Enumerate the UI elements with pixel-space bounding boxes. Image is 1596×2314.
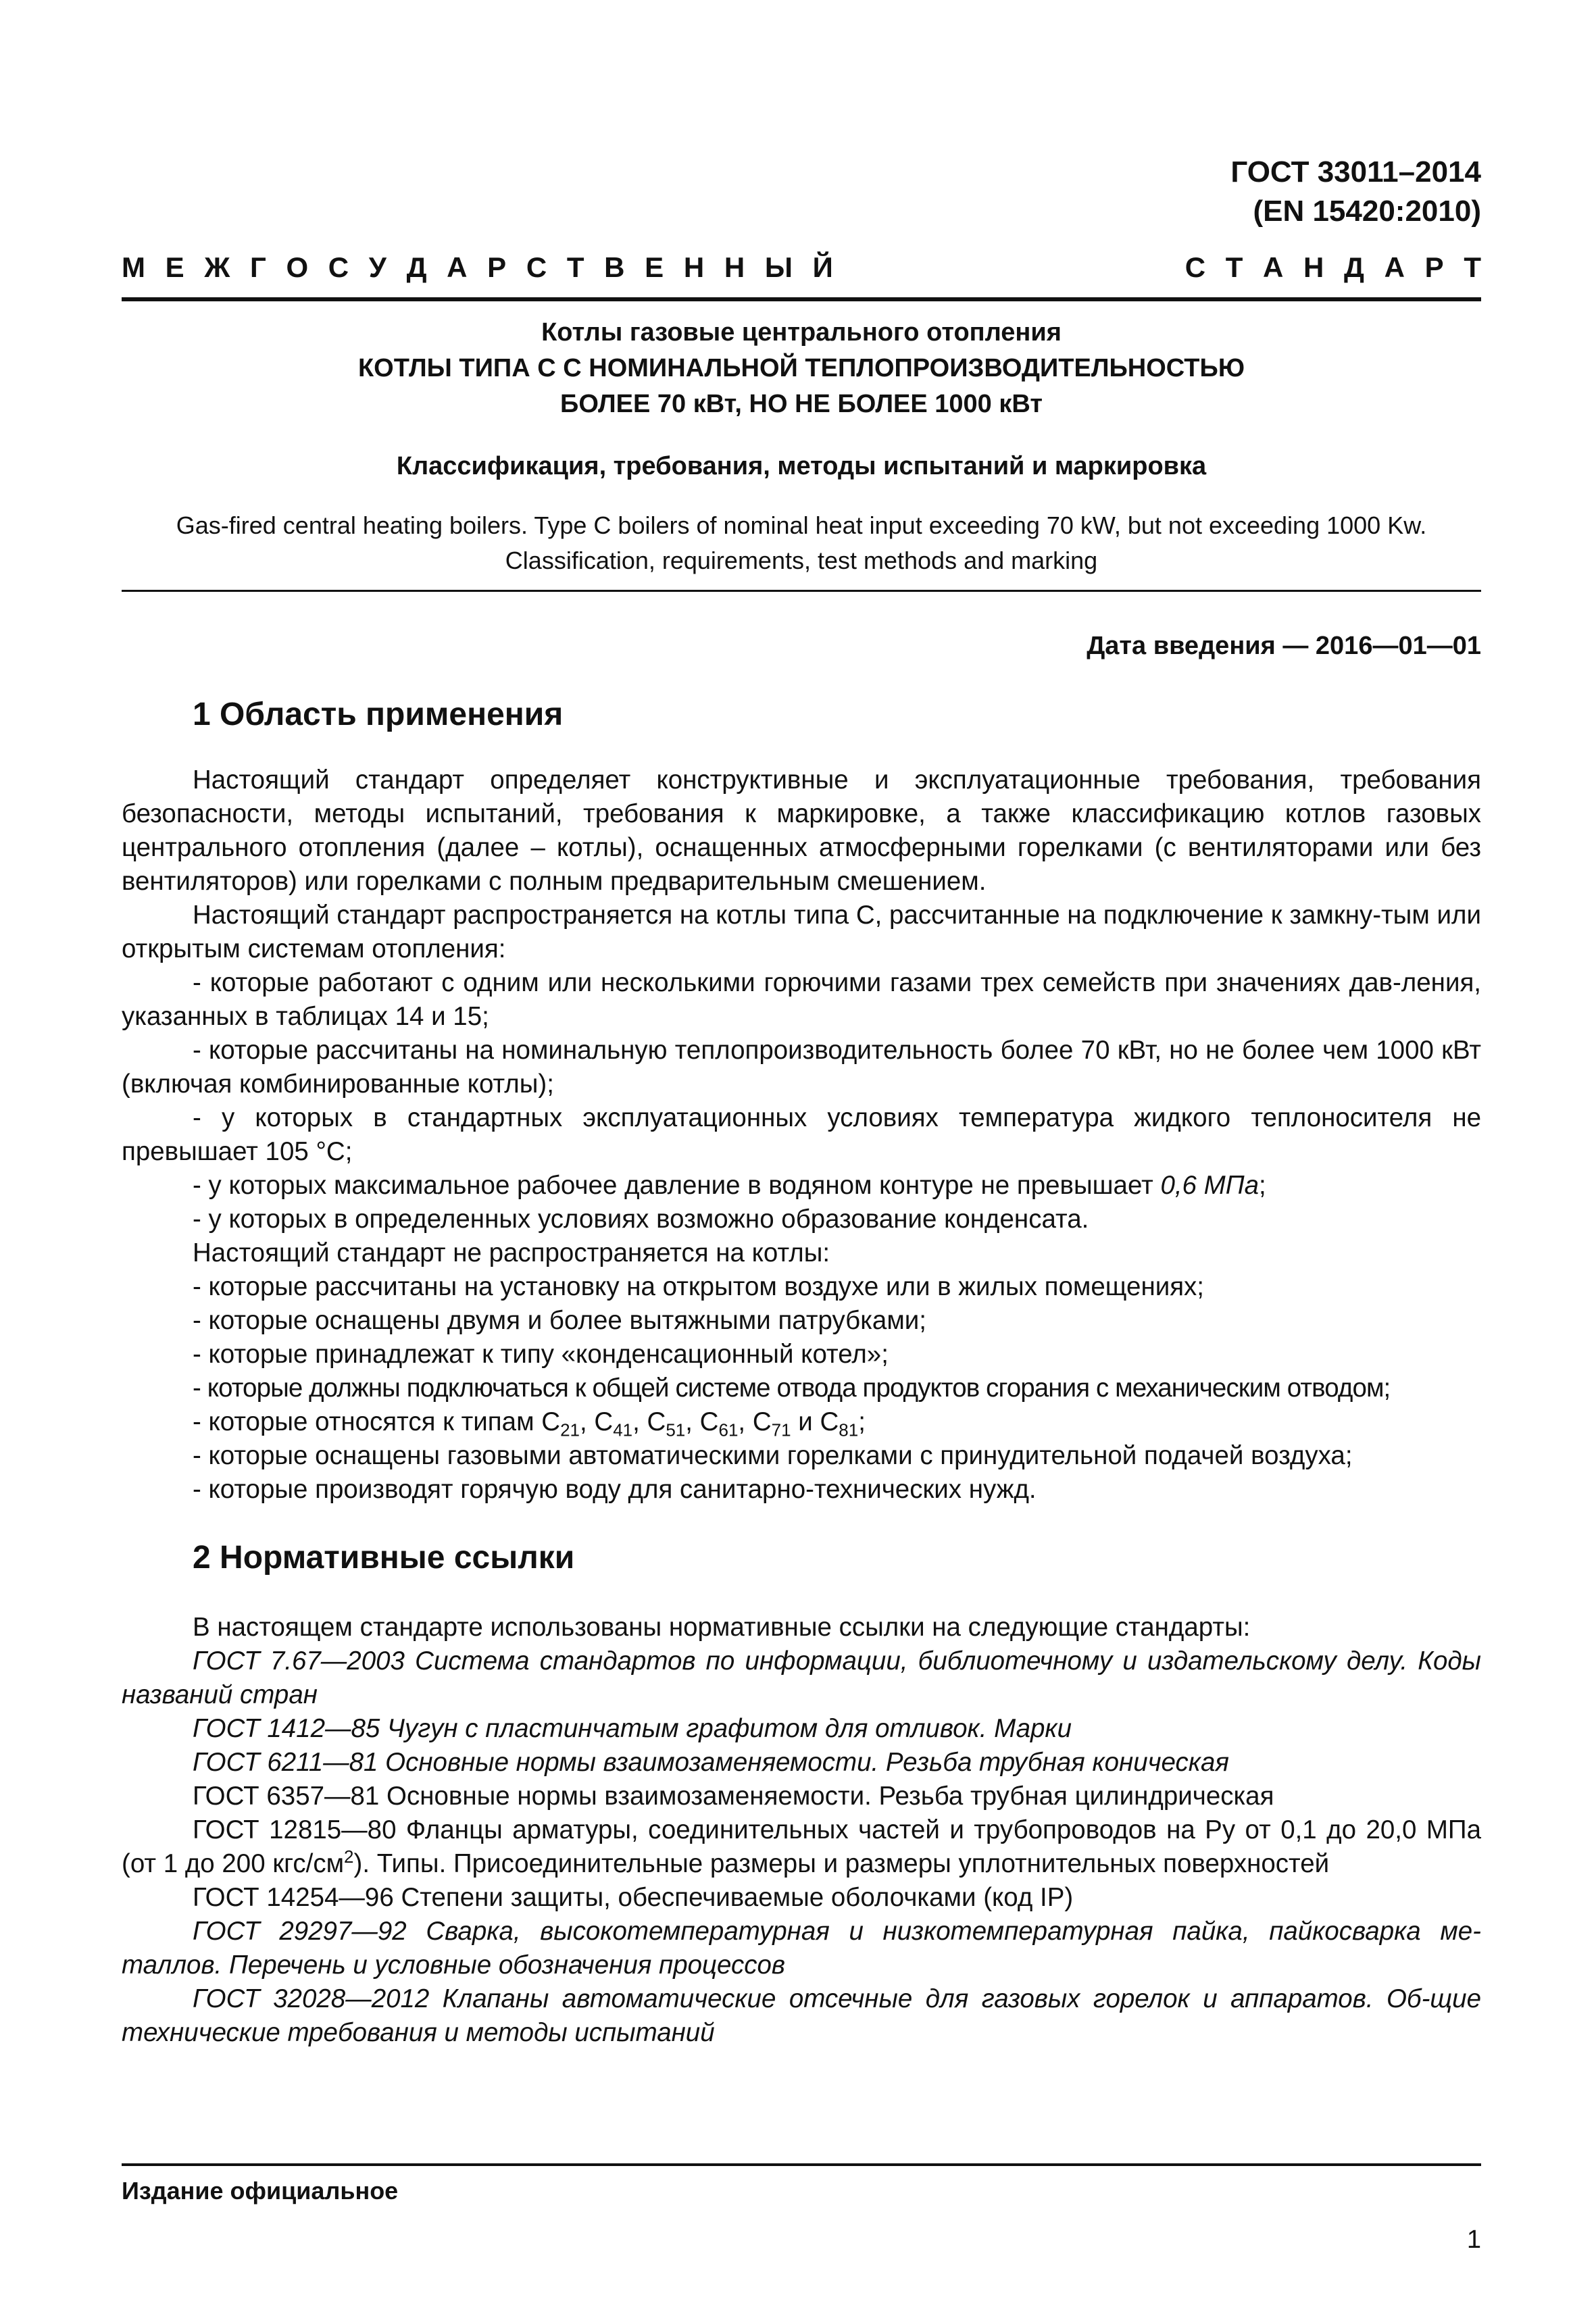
introduction-date: Дата введения — 2016—01—01: [1087, 632, 1481, 660]
paragraph: Настоящий стандарт распространяется на котлы типа С, рассчитанные на подключение к замкну-тым или открытым системам отопления:: [122, 901, 1481, 963]
boiler-type: С: [752, 1407, 772, 1436]
reference-item: ГОСТ 6357—81 Основные нормы взаимозаменяемости. Резьба трубная цилиндрическая: [193, 1782, 1274, 1811]
list-item-text: - которые относятся к типам: [193, 1407, 542, 1436]
boiler-type-subscript: 81: [839, 1419, 859, 1440]
boiler-type: С: [541, 1407, 561, 1436]
list-item: - которые оснащены газовыми автоматическими горелками с принудительной подачей воздуха;: [193, 1441, 1353, 1470]
en-number: (EN 15420:2010): [1253, 195, 1481, 228]
title-line-3: БОЛЕЕ 70 кВт, НО НЕ БОЛЕЕ 1000 кВт: [560, 390, 1043, 418]
title-rule: [122, 590, 1481, 592]
boiler-type: С: [820, 1407, 839, 1436]
reference-item: ГОСТ 7.67—2003 Система стандартов по информации, библиотечному и издательскому делу. Коды названий стран: [122, 1646, 1481, 1709]
list-item: [122, 1405, 1481, 1439]
english-title-line-2: Classification, requirements, test methods and marking: [505, 547, 1098, 574]
separator: ,: [738, 1407, 753, 1436]
footer-rule: [122, 2163, 1481, 2166]
section-2-heading: 2 Нормативные ссылки: [193, 1540, 575, 1576]
paragraph: В настоящем стандарте использованы нормативные ссылки на следующие стандарты:: [193, 1613, 1251, 1642]
reference-text: ГОСТ 12815—80 Фланцы арматуры, соединительных частей и трубопроводов на Ру от 0,1 до 20,0 МПа (от 1 до 200 кгс/см: [122, 1815, 1481, 1878]
list-item: - которые производят горячую воду для санитарно-технических нужд.: [193, 1475, 1037, 1504]
english-title: [122, 508, 1481, 578]
boiler-type: С: [647, 1407, 666, 1436]
interstate-word: М Е Ж Г О С У Д А Р С Т В Е Н Н Ы Й: [122, 251, 833, 283]
superscript: 2: [344, 1846, 354, 1867]
boiler-type-subscript: 61: [718, 1419, 739, 1440]
header-rule: [122, 297, 1481, 301]
list-item: - которые должны подключаться к общей системе отвода продуктов сгорания с механическим отводом;: [193, 1374, 1391, 1403]
reference-item: [122, 1813, 1481, 1881]
reference-item: ГОСТ 1412—85 Чугун с пластинчатым графитом для отливок. Марки: [193, 1714, 1072, 1743]
separator: ,: [685, 1407, 700, 1436]
pressure-value: 0,6 МПа: [1160, 1171, 1260, 1200]
boiler-type: С: [594, 1407, 614, 1436]
list-item: - которые работают с одним или несколькими горючими газами трех семейств при значениях дав-ления, указанных в таблицах 14 и 15;: [122, 968, 1481, 1031]
separator: и: [791, 1407, 820, 1436]
separator: ,: [579, 1407, 595, 1436]
section-1-body: [122, 763, 1481, 1507]
title-line-2: КОТЛЫ ТИПА С С НОМИНАЛЬНОЙ ТЕПЛОПРОИЗВОДИТЕЛЬНОСТЬЮ: [357, 354, 1245, 382]
reference-item: ГОСТ 6211—81 Основные нормы взаимозаменяемости. Резьба трубная коническая: [193, 1748, 1229, 1777]
list-item: - которые рассчитаны на номинальную теплопроизводительность более 70 кВт, но не более чем 1000 кВт (включая комбинированные котлы);: [122, 1036, 1481, 1099]
list-item-text: - у которых максимальное рабочее давление в водяном контуре не превышает: [193, 1171, 1161, 1200]
document-subtitle: Классификация, требования, методы испытаний и маркировка: [396, 452, 1207, 480]
gost-number: ГОСТ 33011–2014: [1230, 155, 1481, 188]
separator: ;: [858, 1407, 866, 1436]
interstate-standard-banner: [122, 250, 1481, 285]
separator: ,: [632, 1407, 647, 1436]
reference-item: ГОСТ 32028—2012 Клапаны автоматические отсечные для газовых горелок и аппаратов. Об-щие технические требования и методы испытаний: [122, 1984, 1481, 2047]
section-2-body: [122, 1611, 1481, 2050]
list-item: - которые оснащены двумя и более вытяжными патрубками;: [193, 1306, 926, 1335]
list-item: - которые рассчитаны на установку на открытом воздухе или в жилых помещениях;: [193, 1272, 1205, 1301]
english-title-line-1: Gas-fired central heating boilers. Type C boilers of nominal heat input exceeding 70 kW, but not exceeding 1000 Kw.: [176, 511, 1427, 539]
list-item: - у которых в определенных условиях возможно образование конденсата.: [193, 1205, 1089, 1234]
paragraph: Настоящий стандарт не распространяется на котлы:: [193, 1238, 830, 1267]
title-line-1: Котлы газовые центрального отопления: [541, 318, 1062, 347]
standard-word: С Т А Н Д А Р Т: [1184, 251, 1481, 283]
reference-item: ГОСТ 14254—96 Степени защиты, обеспечиваемые оболочками (код IP): [193, 1883, 1074, 1912]
list-item: - которые принадлежат к типу «конденсационный котел»;: [193, 1340, 889, 1369]
section-1-heading: 1 Область применения: [193, 697, 564, 732]
standard-number: [1230, 153, 1481, 231]
document-title: [122, 315, 1481, 422]
boiler-type-list: [541, 1407, 866, 1440]
reference-item: ГОСТ 29297—92 Сварка, высокотемпературная и низкотемпературная пайка, пайкосварка ме-таллов. Перечень и условные обозначения процессов: [122, 1917, 1481, 1980]
list-item: [122, 1169, 1481, 1203]
boiler-type-subscript: 51: [666, 1419, 686, 1440]
boiler-type-subscript: 71: [771, 1419, 791, 1440]
boiler-type-subscript: 41: [613, 1419, 633, 1440]
boiler-type: С: [699, 1407, 719, 1436]
reference-text: ). Типы. Присоединительные размеры и размеры уплотнительных поверхностей: [353, 1849, 1330, 1878]
paragraph: Настоящий стандарт определяет конструктивные и эксплуатационные требования, требования безопасности, методы испытаний, требования к маркировке, а также классификацию котлов газовых центрального отопления (далее – котлы), оснащенных атмосферными горелками (с вентиляторами или без вентиляторов) или горелками с полным предварительным смешением.: [122, 765, 1481, 896]
page-number: 1: [1466, 2225, 1481, 2254]
boiler-type-subscript: 21: [560, 1419, 580, 1440]
official-edition-label: Издание официальное: [122, 2177, 399, 2205]
list-item-punct: ;: [1259, 1171, 1266, 1200]
list-item: - у которых в стандартных эксплуатационных условиях температура жидкого теплоносителя не превышает 105 °С;: [122, 1103, 1481, 1166]
